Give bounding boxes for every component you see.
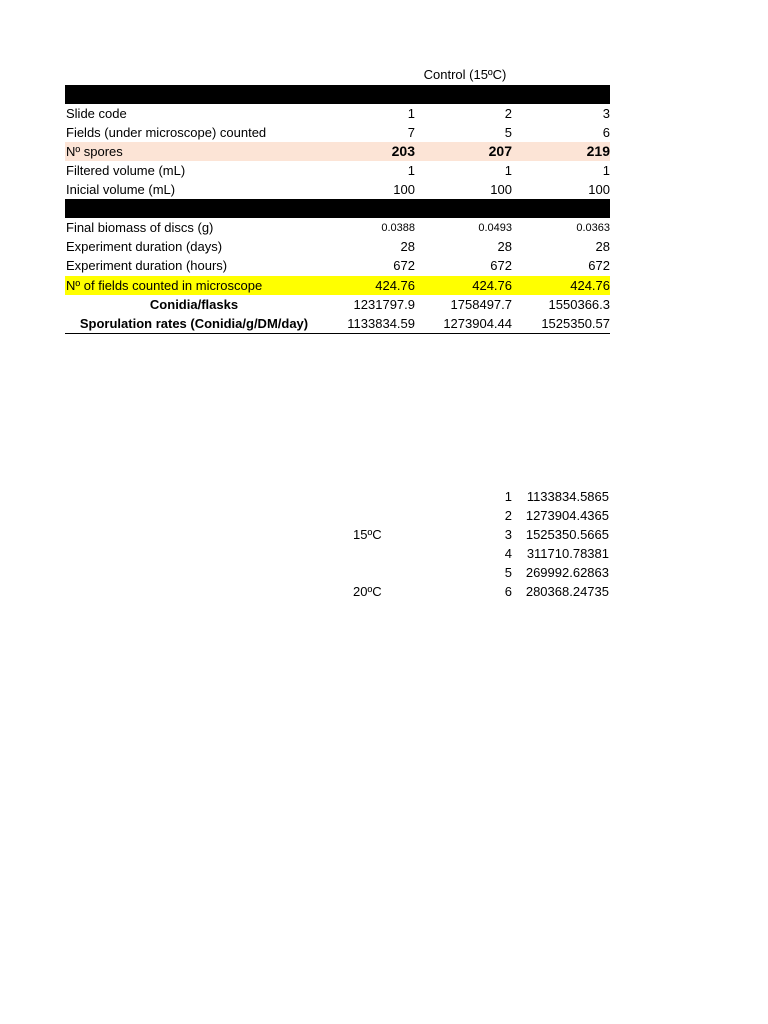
row-sporulation-rates bbox=[65, 314, 610, 333]
value-cell: 1133834.5865 bbox=[526, 489, 609, 504]
index-cell: 1 bbox=[504, 489, 512, 504]
list-item bbox=[330, 506, 615, 525]
row-label: Final biomass of discs (g) bbox=[66, 220, 214, 235]
cell-value: 1 bbox=[504, 163, 512, 178]
cell-value: 28 bbox=[400, 239, 415, 254]
row-fields-counted bbox=[65, 123, 610, 142]
cell-value: 5 bbox=[504, 125, 512, 140]
list-item bbox=[330, 487, 615, 506]
list-item bbox=[330, 582, 615, 601]
cell-value: 672 bbox=[490, 258, 512, 273]
index-cell: 3 bbox=[504, 527, 512, 542]
row-initial-volume bbox=[65, 180, 610, 199]
row-label: Slide code bbox=[66, 106, 127, 121]
cell-value: 1 bbox=[407, 106, 415, 121]
row-duration-hours bbox=[65, 256, 610, 275]
row-final-biomass bbox=[65, 218, 610, 237]
value-cell: 1525350.5665 bbox=[525, 527, 609, 542]
row-label: Sporulation rates (Conidia/g/DM/day) bbox=[79, 316, 309, 331]
cell-value: 1273904.44 bbox=[443, 316, 512, 331]
cell-value: 219 bbox=[586, 143, 610, 159]
row-label: Fields (under microscope) counted bbox=[66, 125, 267, 140]
row-label: Experiment duration (days) bbox=[66, 239, 223, 254]
cell-value: 0.0363 bbox=[576, 222, 610, 234]
list-item bbox=[330, 544, 615, 563]
cell-value: 1758497.7 bbox=[450, 297, 512, 312]
index-cell: 6 bbox=[504, 584, 512, 599]
header-bar-1 bbox=[65, 85, 610, 104]
cell-value: 672 bbox=[588, 258, 610, 273]
list-item bbox=[330, 563, 615, 582]
value-cell: 280368.24735 bbox=[525, 584, 609, 599]
cell-value: 424.76 bbox=[375, 278, 415, 293]
cell-value: 0.0388 bbox=[381, 222, 415, 234]
row-label: Filtered volume (mL) bbox=[66, 163, 186, 178]
cell-value: 424.76 bbox=[472, 278, 512, 293]
cell-value: 100 bbox=[588, 182, 610, 197]
row-label: Inicial volume (mL) bbox=[66, 182, 176, 197]
cell-value: 203 bbox=[391, 143, 415, 159]
row-label: Nº spores bbox=[66, 144, 123, 159]
cell-value: 2 bbox=[504, 106, 512, 121]
cell-value: 0.0493 bbox=[478, 222, 512, 234]
row-spores bbox=[65, 142, 610, 161]
cell-value: 3 bbox=[602, 106, 610, 121]
temperature-label: 20ºC bbox=[353, 584, 382, 599]
row-filtered-volume bbox=[65, 161, 610, 180]
row-slide-code bbox=[65, 104, 610, 123]
cell-value: 672 bbox=[393, 258, 415, 273]
summary-list bbox=[330, 487, 615, 601]
cell-value: 7 bbox=[407, 125, 415, 140]
cell-value: 100 bbox=[393, 182, 415, 197]
list-item bbox=[330, 525, 615, 544]
cell-value: 28 bbox=[595, 239, 610, 254]
cell-value: 1231797.9 bbox=[353, 297, 415, 312]
value-cell: 269992.62863 bbox=[525, 565, 609, 580]
cell-value: 6 bbox=[602, 125, 610, 140]
row-label: Nº of fields counted in microscope bbox=[66, 278, 263, 293]
cell-value: 424.76 bbox=[570, 278, 610, 293]
row-label: Conidia/flasks bbox=[149, 297, 239, 312]
row-fields-in-microscope bbox=[65, 276, 610, 295]
cell-value: 1550366.3 bbox=[548, 297, 610, 312]
row-label: Experiment duration (hours) bbox=[66, 258, 228, 273]
header-bar-2 bbox=[65, 199, 610, 218]
cell-value: 1525350.57 bbox=[541, 316, 610, 331]
index-cell: 4 bbox=[504, 546, 512, 561]
index-cell: 2 bbox=[504, 508, 512, 523]
cell-value: 1133834.59 bbox=[347, 316, 415, 331]
row-duration-days bbox=[65, 237, 610, 256]
cell-value: 28 bbox=[497, 239, 512, 254]
value-cell: 311710.78381 bbox=[526, 546, 609, 561]
index-cell: 5 bbox=[504, 565, 512, 580]
temperature-label: 15ºC bbox=[353, 527, 382, 542]
cell-value: 1 bbox=[602, 163, 610, 178]
cell-value: 1 bbox=[407, 163, 415, 178]
row-conidia-flasks bbox=[65, 295, 610, 314]
table-bottom-border bbox=[65, 333, 610, 334]
cell-value: 207 bbox=[488, 143, 512, 159]
cell-value: 100 bbox=[490, 182, 512, 197]
table-title: Control (15ºC) bbox=[423, 67, 507, 82]
value-cell: 1273904.4365 bbox=[525, 508, 609, 523]
